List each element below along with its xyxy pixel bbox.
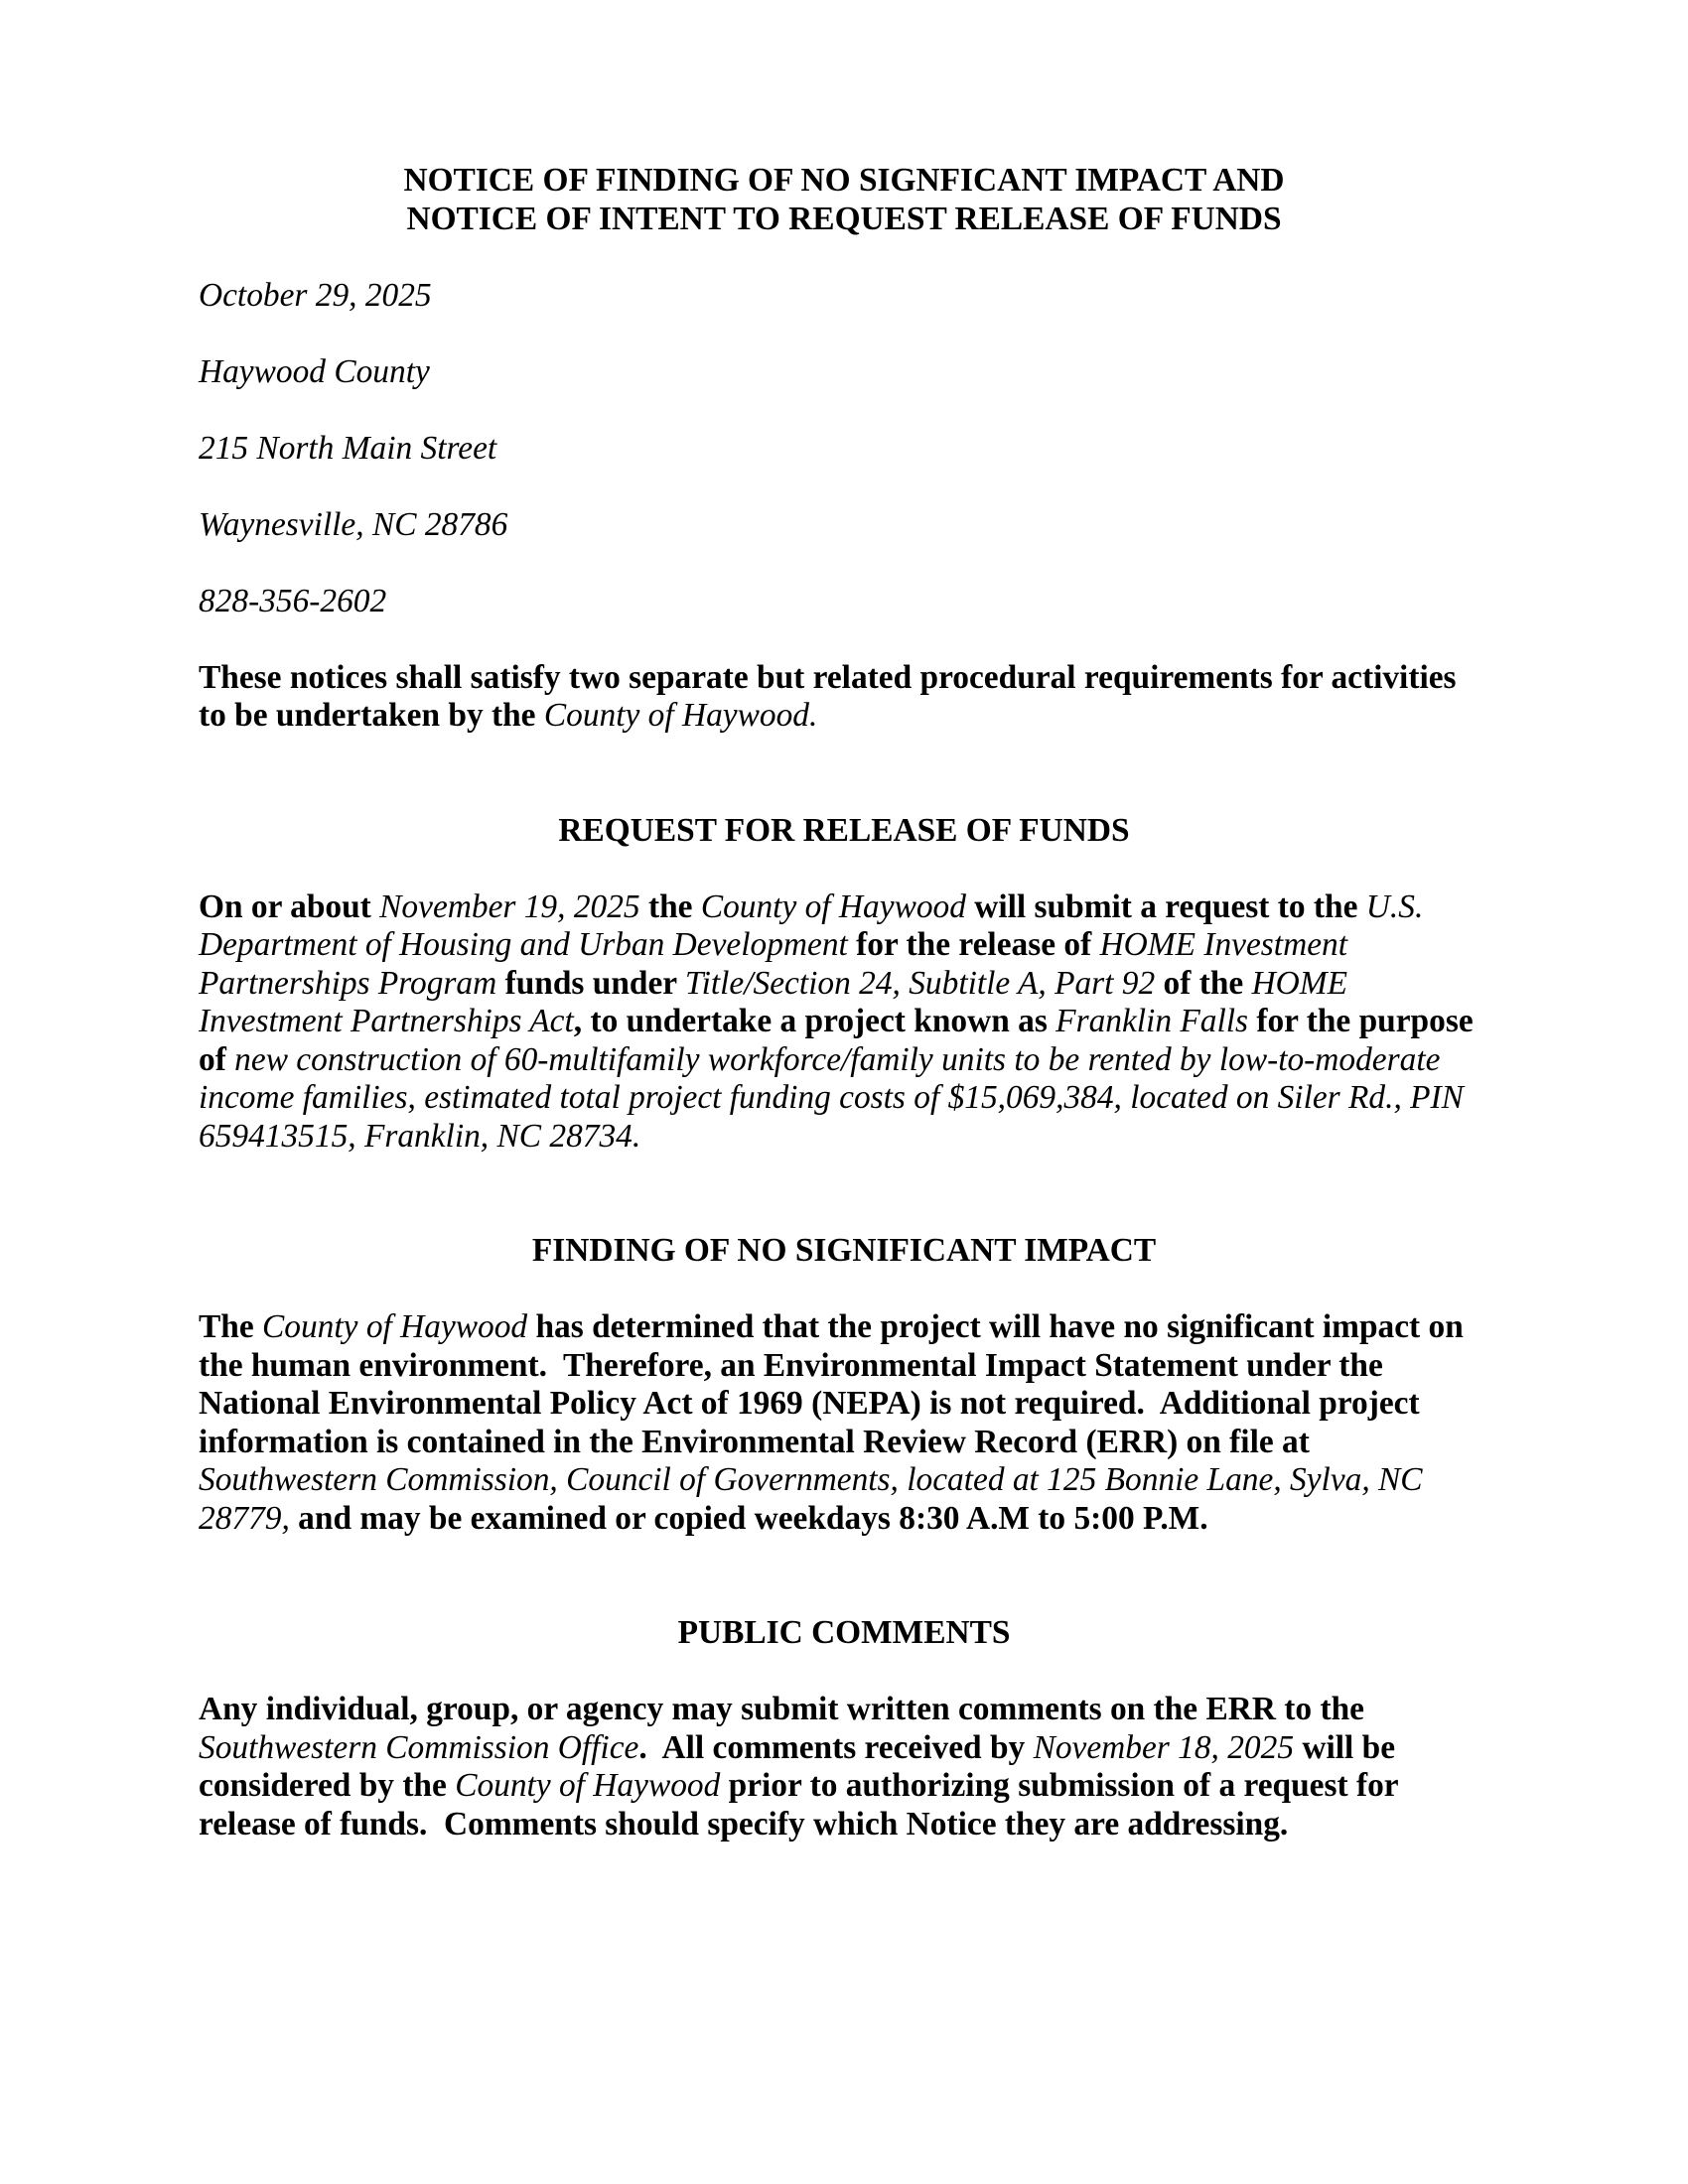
letterhead-street: 215 North Main Street (199, 429, 497, 467)
title-line-2: NOTICE OF INTENT TO REQUEST RELEASE OF FUNDS (406, 200, 1282, 237)
text-run: of the (1155, 964, 1252, 1002)
section-public-comments (199, 1614, 1489, 1843)
intro-paragraph (199, 659, 1489, 736)
text-run: Title/Section 24, Subtitle A, Part 92 (684, 964, 1156, 1002)
text-run: U.S. Department of Housing and Urban Development (199, 887, 1432, 963)
text-run: for the purpose of (199, 1003, 1482, 1078)
text-run: These notices shall satisfy two separate but related procedural requirements for activities to be undertaken by the (199, 658, 1465, 734)
text-run: Franklin Falls (1055, 1003, 1249, 1039)
text-run: Any individual, group, or agency may submit written comments on the ERR to the (199, 1691, 1373, 1727)
text-run: . All comments received by (638, 1728, 1034, 1766)
text-run: and may be examined or copied weekdays 8:30 A.M to 5:00 P.M. (289, 1499, 1208, 1537)
text-run: November 18, 2025 (1033, 1728, 1295, 1766)
text-run: HOME Investment Partnerships Act (199, 964, 1356, 1039)
request-for-release-paragraph (199, 888, 1489, 1157)
text-run: County of Haywood (455, 1767, 721, 1804)
text-run: will be considered by the (199, 1728, 1404, 1804)
text-run: County of Haywood. (543, 697, 818, 734)
text-run: for the release of (847, 926, 1100, 963)
text-run: Southwestern Commission, Council of Governments, located at 125 Bonnie Lane, Sylva, NC 28779, (199, 1461, 1431, 1537)
letterhead-city-state-zip: Waynesville, NC 28786 (199, 505, 508, 543)
letterhead-phone: 828-356-2602 (199, 582, 387, 619)
section-heading-finding-of-no-significant-impact: FINDING OF NO SIGNIFICANT IMPACT (531, 1232, 1157, 1269)
date-line: October 29, 2025 (199, 276, 432, 314)
title-line-1: NOTICE OF FINDING OF NO SIGNFICANT IMPACT AND (403, 162, 1285, 199)
text-run: HOME Investment Partnerships Program (199, 926, 1356, 1002)
section-finding-of-no-significant-impact (199, 1232, 1489, 1538)
finding-paragraph (199, 1308, 1489, 1538)
text-run: will submit a request to the (965, 887, 1366, 925)
text-run: has determined that the project will have no significant impact on the human environment. Therefore, an Environmental Impact Statement under the National Environmental Policy Act of 1969 (NEPA) is not required. Additional project information is contained in the Environmental Review Record (ERR) on file at (199, 1308, 1473, 1460)
text-run: , to undertake a project known as (573, 1003, 1056, 1039)
text-run: The (199, 1308, 263, 1345)
text-run: County of Haywood (700, 887, 966, 925)
letterhead-county: Haywood County (199, 352, 430, 390)
text-run: new construction of 60-multifamily workforce/family units to be rented by low-to-moderate income families, estimated total project funding costs of $15,069,384, located on Siler Rd., PIN 659413515, Franklin, NC 28734. (199, 1040, 1473, 1155)
section-request-for-release-of-funds (199, 812, 1489, 1157)
text-run: prior to authorizing submission of a request for release of funds. Comments should specify which Notice they are addressing. (199, 1767, 1407, 1843)
text-run: the (647, 887, 701, 925)
text-run: funds under (496, 964, 685, 1002)
text-run: Southwestern Commission Office (199, 1728, 639, 1766)
text-run: County of Haywood (262, 1308, 528, 1345)
document-title (199, 162, 1489, 238)
text-run: November 19, 2025 (379, 887, 648, 925)
text-run: On or about (199, 887, 380, 925)
section-heading-public-comments: PUBLIC COMMENTS (677, 1614, 1011, 1651)
section-heading-request-for-release: REQUEST FOR RELEASE OF FUNDS (558, 811, 1130, 849)
public-comments-paragraph (199, 1691, 1489, 1843)
